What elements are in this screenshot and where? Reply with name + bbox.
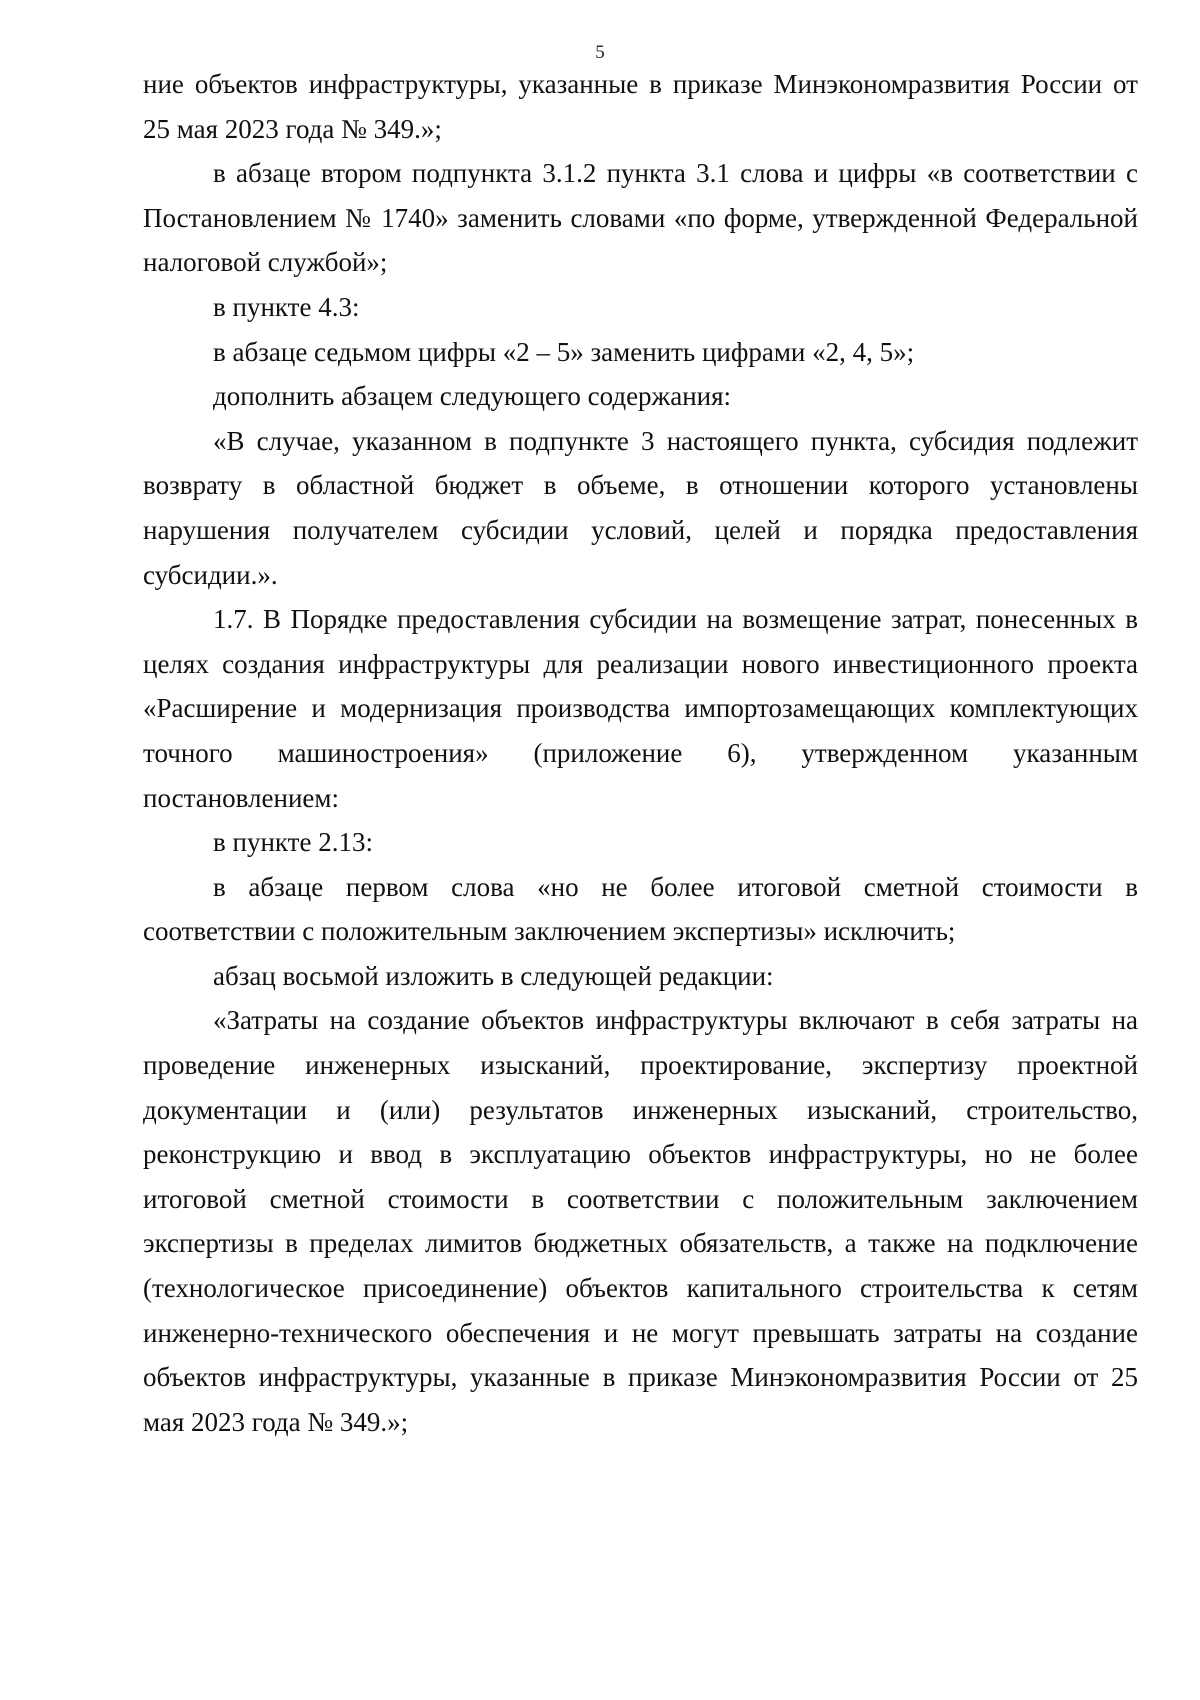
document-body <box>143 62 1138 1444</box>
paragraph-section-1-7: 1.7. В Порядке предоставления субсидии на возмещение затрат, понесенных в целях создания инфраструктуры для реализации нового инвестиционного проекта «Расширение и модернизация производства импортозамещающих комплектующих точного машиностроения» (приложение 6), утвержденном указанным постановлением: <box>143 604 1138 813</box>
paragraph-quoted-costs: «Затраты на создание объектов инфраструктуры включают в себя затраты на проведение инженерных изысканий, проектирование, экспертизу проектной документации и (или) результатов инженерных изысканий, строительство, реконструкцию и ввод в эксплуатацию объектов инфраструктуры, но не более итоговой сметной стоимости в соответствии с положительным заключением экспертизы в пределах лимитов бюджетных обязательств, а также на подключение (технологическое присоединение) объектов капитального строительства к сетям инженерно-технического обеспечения и не могут превышать затраты на создание объектов инфраструктуры, указанные в приказе Минэкономразвития России от 25 мая 2023 года № 349.»; <box>143 1005 1138 1437</box>
paragraph-supplement: дополнить абзацем следующего содержания: <box>213 381 732 412</box>
paragraph-first-abzats: в абзаце первом слова «но не более итоговой сметной стоимости в соответствии с положительным заключением экспертизы» исключить; <box>143 871 1138 947</box>
paragraph-seventh-abzats: в абзаце седьмом цифры «2 – 5» заменить цифрами «2, 4, 5»; <box>213 336 915 367</box>
paragraph-continuation: ние объектов инфраструктуры, указанные в приказе Минэкономразвития России от 25 мая 2023 года № 349.»; <box>143 69 1138 144</box>
page-number: 5 <box>595 42 605 63</box>
paragraph-eighth-abzats: абзац восьмой изложить в следующей редакции: <box>213 960 774 991</box>
paragraph-point-4-3: в пункте 4.3: <box>213 291 360 322</box>
paragraph-subclause-3-1-2: в абзаце втором подпункта 3.1.2 пункта 3.1 слова и цифры «в соответствии с Постановлением № 1740» заменить словами «по форме, утвержденной Федеральной налоговой службой»; <box>143 158 1138 278</box>
paragraph-quoted-addition: «В случае, указанном в подпункте 3 настоящего пункта, субсидия подлежит возврату в областной бюджет в объеме, в отношении которого установлены нарушения получателем субсидии условий, целей и порядка предоставления субсидии.». <box>143 425 1138 590</box>
paragraph-point-2-13: в пункте 2.13: <box>213 827 373 858</box>
